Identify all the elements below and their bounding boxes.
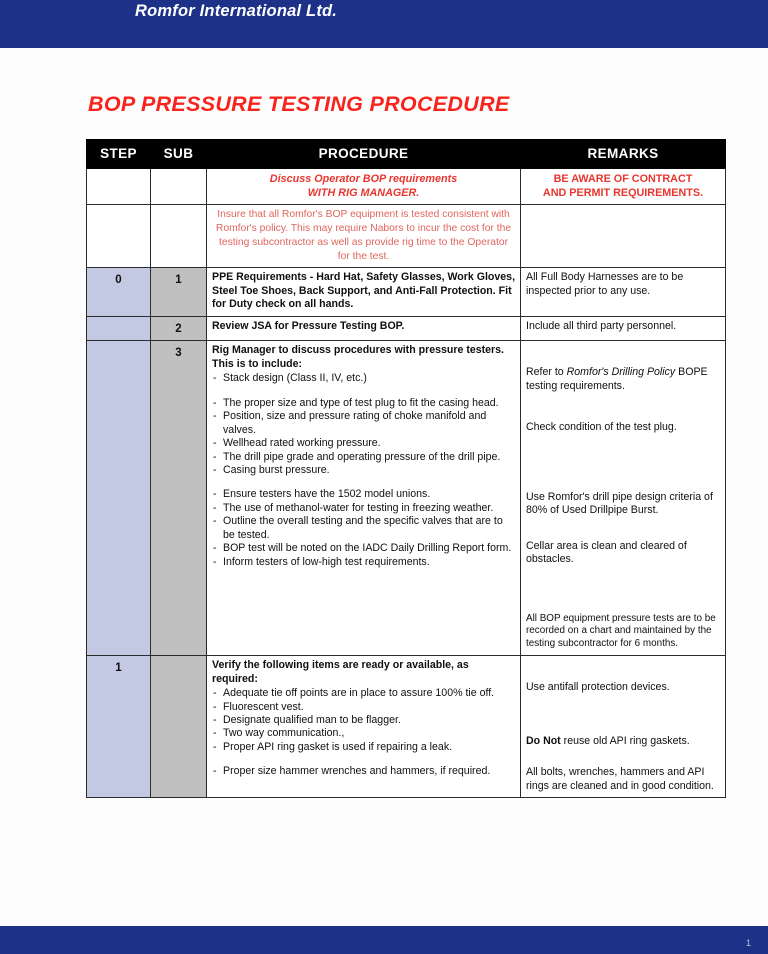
- cell-sub: [151, 656, 207, 798]
- list-item: - BOP test will be noted on the IADC Daily Drilling Report form.: [212, 542, 515, 555]
- cell-remarks: [521, 169, 726, 205]
- remarks-text: Include all third party personnel.: [526, 319, 677, 332]
- remarks-text-line2: AND PERMIT REQUIREMENTS.: [542, 187, 704, 200]
- remarks-prefix: Refer to: [526, 366, 567, 379]
- procedure-table: [86, 139, 726, 798]
- table-body: [87, 169, 726, 798]
- table-row: [87, 316, 726, 341]
- spacer: [526, 344, 720, 366]
- remarks-emphasis: Do Not: [526, 734, 561, 747]
- spacer: [526, 567, 720, 613]
- list-item: - Ensure testers have the 1502 model unions.: [212, 488, 515, 501]
- procedure-list: [212, 372, 515, 569]
- column-header-sub: SUB: [151, 140, 207, 169]
- remarks-block-3: All bolts, wrenches, hammers and API rings are cleaned and in good condition.: [526, 766, 714, 792]
- cell-remarks: [521, 656, 726, 798]
- cell-remarks: [521, 316, 726, 341]
- remarks-text: All Full Body Harnesses are to be inspected prior to any use.: [526, 271, 684, 297]
- list-item: - The use of methanol-water for testing in freezing weather.: [212, 502, 515, 515]
- footer-band: [0, 926, 768, 954]
- spacer: [526, 695, 720, 735]
- company-name: Romfor International Ltd.: [135, 2, 338, 20]
- cell-procedure: [207, 268, 521, 316]
- remarks-block-3: Use Romfor's drill pipe design criteria of 80% of Used Drillpipe Burst.: [526, 490, 713, 517]
- spacer: [526, 435, 720, 491]
- cell-remarks: [521, 268, 726, 316]
- remarks-rest: reuse old API ring gaskets.: [560, 734, 690, 747]
- cell-step: [87, 341, 151, 656]
- list-item: - Inform testers of low-high test requirements.: [212, 556, 515, 569]
- procedure-text-line1: Discuss Operator BOP requirements: [269, 173, 458, 186]
- spacer: [526, 393, 720, 421]
- cell-sub: 1: [151, 268, 207, 316]
- table-header: [87, 140, 726, 169]
- remarks-block-2: [526, 735, 720, 748]
- column-header-step: STEP: [87, 140, 151, 169]
- procedure-list: [212, 687, 515, 779]
- cell-step: [87, 205, 151, 268]
- page-title: BOP PRESSURE TESTING PROCEDURE: [88, 92, 510, 116]
- page-number: 1: [745, 938, 751, 948]
- cell-procedure: [207, 341, 521, 656]
- procedure-text: PPE Requirements - Hard Hat, Safety Glasses, Work Gloves, Steel Toe Shoes, Back Support, and Anti-Fall Protection. Fit for Duty check on all hands.: [212, 271, 516, 311]
- cell-sub: [151, 169, 207, 205]
- remarks-block-1: [526, 366, 720, 393]
- cell-sub: [151, 205, 207, 268]
- list-item: - Proper API ring gasket is used if repairing a leak.: [212, 741, 515, 754]
- list-item: - Adequate tie off points are in place to assure 100% tie off.: [212, 687, 515, 700]
- cell-sub: 3: [151, 341, 207, 656]
- list-item: - Stack design (Class II, IV, etc.): [212, 372, 515, 385]
- cell-sub: 2: [151, 316, 207, 341]
- cell-step: 1: [87, 656, 151, 798]
- table-row: [87, 268, 726, 316]
- list-item: - Fluorescent vest.: [212, 701, 515, 714]
- list-item: - Two way communication.,: [212, 727, 515, 740]
- list-item: - Designate qualified man to be flagger.: [212, 714, 515, 727]
- cell-step: [87, 316, 151, 341]
- remarks-block-1: Use antifall protection devices.: [526, 681, 670, 694]
- list-item: - Wellhead rated working pressure.: [212, 437, 515, 450]
- remarks-block-2: Check condition of the test plug.: [526, 421, 677, 434]
- cell-remarks: [521, 205, 726, 268]
- cell-procedure: [207, 169, 521, 205]
- procedure-lead: Verify the following items are ready or available, as required:: [212, 659, 469, 685]
- table-row: [87, 205, 726, 268]
- table-header-row: [87, 140, 726, 169]
- spacer: [526, 659, 720, 681]
- remarks-italic: Romfor's Drilling Policy: [566, 366, 676, 379]
- remarks-text-line1: BE AWARE OF CONTRACT: [553, 173, 693, 186]
- cell-procedure: [207, 656, 521, 798]
- cell-remarks: [521, 341, 726, 656]
- list-item: - Position, size and pressure rating of choke manifold and valves.: [212, 410, 515, 437]
- procedure-text: Review JSA for Pressure Testing BOP.: [212, 319, 405, 332]
- remarks-suffix: BOPE testing requirements.: [526, 366, 708, 392]
- remarks-block-5: All BOP equipment pressure tests are to be recorded on a chart and maintained by the testing subcontractor for 6 months.: [526, 612, 716, 650]
- header-band: [0, 0, 768, 48]
- cell-procedure: [207, 205, 521, 268]
- column-header-procedure: PROCEDURE: [207, 140, 521, 169]
- spacer: [526, 748, 720, 766]
- cell-step: [87, 169, 151, 205]
- list-item: - Casing burst pressure.: [212, 464, 515, 477]
- list-item: - Proper size hammer wrenches and hammers, if required.: [212, 765, 515, 778]
- table-row: [87, 656, 726, 798]
- cell-step: 0: [87, 268, 151, 316]
- list-item: - The proper size and type of test plug to fit the casing head.: [212, 397, 515, 410]
- spacer: [526, 518, 720, 540]
- procedure-text-line2: WITH RIG MANAGER.: [307, 187, 420, 200]
- column-header-remarks: REMARKS: [521, 140, 726, 169]
- procedure-lead: Rig Manager to discuss procedures with pressure testers. This is to include:: [212, 344, 505, 370]
- procedure-text: Insure that all Romfor's BOP equipment is tested consistent with Romfor's policy. This may require Nabors to incur the cost for the testing subcontractor as well as provide rig time to the Operator for the test.: [215, 209, 512, 262]
- list-item: - The drill pipe grade and operating pressure of the drill pipe.: [212, 451, 515, 464]
- cell-procedure: [207, 316, 521, 341]
- table-row: [87, 341, 726, 656]
- list-item: - Outline the overall testing and the specific valves that are to be tested.: [212, 515, 515, 542]
- table-row: [87, 169, 726, 205]
- remarks-block-4: Cellar area is clean and cleared of obstacles.: [526, 539, 687, 566]
